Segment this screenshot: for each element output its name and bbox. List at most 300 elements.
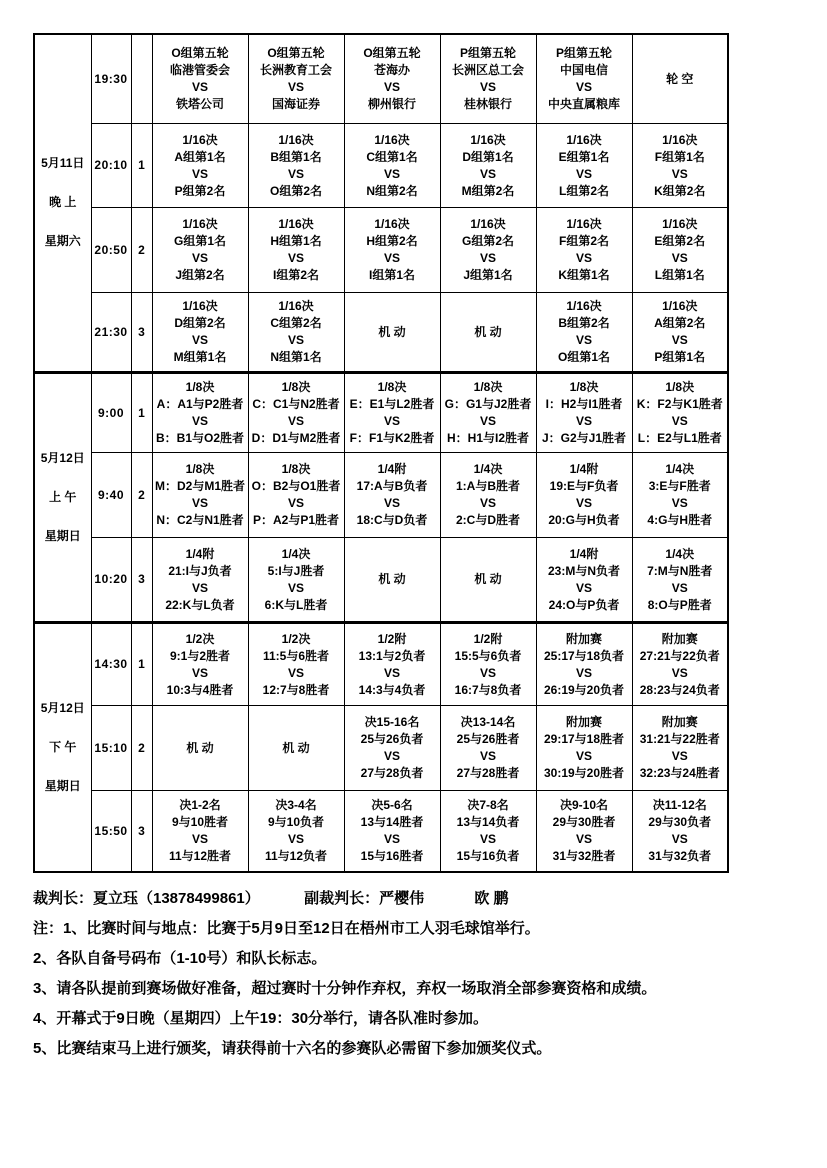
match-cell-line: 5:I与J胜者 [267,563,325,578]
match-cell [632,34,728,123]
match-cell-line: 1/16决 [566,299,602,313]
note-line-3: 3、请各队提前到赛场做好准备，超过赛时十分钟作弃权，弃权一场取消全部参赛资格和成绩。 [33,980,657,997]
match-cell-line: 6:K与L胜者 [264,597,328,612]
schedule-row [34,292,728,372]
match-cell [344,292,440,372]
match-cell-line: 1/8决 [377,380,407,394]
time-cell: 19:30 [91,34,131,123]
match-cell-line: VS [575,832,592,847]
match-cell [248,452,344,537]
match-cell-line: F：F1与K2胜者 [349,431,435,445]
match-cell [536,292,632,372]
match-cell-line: O组第五轮 [171,46,229,61]
round-number-cell [131,34,152,123]
match-cell-line: E组第1名 [558,149,610,164]
match-cell [152,34,248,123]
time-cell: 15:10 [91,705,131,790]
match-cell-line: 24:O与P负者 [548,597,620,612]
match-cell-line: 1/16决 [374,217,410,231]
match-cell-line: 1/16决 [182,217,218,231]
match-cell-line: K组第2名 [654,183,706,198]
match-cell [536,705,632,790]
schedule-row [34,790,728,872]
match-cell-line: VS [287,414,304,428]
match-cell-line: J：G2与J1胜者 [541,431,627,445]
match-cell-line: B：B1与O2胜者 [155,431,244,445]
match-cell-line: 1/8决 [473,380,503,394]
match-cell-line: 1/4附 [185,546,215,561]
match-cell-line: P组第五轮 [555,46,612,61]
match-cell-line: VS [383,414,400,428]
match-cell-line: 31与32胜者 [552,849,616,864]
match-cell-line: VS [671,496,688,510]
round-number-cell: 3 [131,790,152,872]
match-cell-line: F组第2名 [558,234,609,248]
match-cell-line: VS [479,832,496,847]
match-cell-line: 27:21与22负者 [639,648,720,663]
match-cell-line: VS [575,251,592,265]
match-cell [344,34,440,123]
match-cell [344,537,440,622]
match-cell-line: 决15-16名 [364,715,420,729]
match-cell [248,705,344,790]
match-cell-line: 1/8决 [185,380,215,394]
match-cell-line: VS [575,496,592,510]
match-cell-line: M组第2名 [461,183,515,198]
match-cell-line: 1/4决 [473,462,503,476]
match-cell-line: 15:5与6负者 [454,648,522,663]
match-cell-line: 决9-10名 [559,798,609,813]
match-cell-line: 1/4附 [569,462,599,476]
match-cell [536,790,632,872]
match-cell-line: 13与14负者 [456,815,520,830]
match-cell-line: K：F2与K1胜者 [636,397,723,411]
match-cell-line: 中央直属粮库 [547,97,620,112]
match-cell-line: 27与28负者 [360,766,424,780]
match-cell [344,705,440,790]
match-cell-line: VS [191,333,208,347]
match-cell-line: C组第2名 [270,316,322,330]
match-cell-line: G组第1名 [173,234,226,248]
match-cell-line: VS [383,166,400,181]
match-cell-line: 13与14胜者 [360,815,424,830]
date-session-cell [34,622,91,872]
schedule-row [34,622,728,705]
match-cell-line: VS [671,665,688,680]
match-cell-line: J组第1名 [463,268,513,282]
match-cell-line: 12:7与8胜者 [262,682,330,697]
match-cell-line: H：H1与I2胜者 [446,431,529,445]
match-cell-line: 32:23与24胜者 [639,766,720,780]
match-cell [440,452,536,537]
match-cell [152,705,248,790]
match-cell [440,790,536,872]
match-cell-line: VS [383,251,400,265]
date-line: 上 午 [49,489,77,504]
match-cell-line: O组第五轮 [267,46,325,61]
time-cell: 9:00 [91,372,131,452]
match-cell-line: P组第五轮 [459,46,516,61]
match-cell-line: 29与30胜者 [552,815,616,830]
match-cell-line: VS [479,665,496,680]
match-cell-line: VS [575,580,592,595]
match-cell-line: P组第1名 [654,350,706,364]
time-cell: 10:20 [91,537,131,622]
match-cell-line: VS [191,665,208,680]
match-cell [632,123,728,207]
match-cell-line: 轮 空 [666,71,694,86]
date-line: 5月12日 [40,450,85,465]
match-cell-line: 1/4附 [377,462,407,476]
match-cell-line: 附加赛 [565,715,602,729]
match-cell-line: 29:17与18胜者 [543,732,625,746]
match-cell-line: 1/16决 [662,217,698,231]
match-cell-line: 决7-8名 [467,798,509,813]
match-cell-line: 1/4附 [569,546,599,561]
note-line-5: 5、比赛结束马上进行颁奖，请获得前十六名的参赛队必需留下参加颁奖仪式。 [33,1040,552,1057]
match-cell [632,207,728,292]
match-cell-line: 1/16决 [278,217,314,231]
match-cell-line: 1/8决 [185,462,215,476]
match-cell-line: 22:K与L负者 [165,597,235,612]
match-cell-line: 16:7与8负者 [454,682,522,697]
match-cell-line: 23:M与N负者 [547,563,620,578]
match-cell-line: 1/2附 [473,631,503,646]
match-cell-line: 29与30负者 [648,815,712,830]
match-cell-line: 1/8决 [281,380,311,394]
match-cell [536,34,632,123]
match-cell-line: E组第2名 [654,234,706,248]
match-cell-line: O组第1名 [557,350,610,364]
match-cell-line: 17:A与B负者 [356,479,428,493]
match-cell-line: VS [287,580,304,595]
match-cell-line: 8:O与P胜者 [647,597,712,612]
round-number-cell: 1 [131,123,152,207]
match-cell-line: VS [383,665,400,680]
match-cell-line: J组第2名 [175,268,225,282]
time-cell: 15:50 [91,790,131,872]
match-cell-line: VS [287,80,304,95]
match-cell-line: 决13-14名 [460,715,516,729]
match-cell-line: VS [479,80,496,95]
match-cell [344,622,440,705]
match-cell-line: H组第1名 [270,234,322,248]
match-cell [248,292,344,372]
match-cell-line: E：E1与L2胜者 [349,397,435,411]
match-cell [344,790,440,872]
match-cell [152,790,248,872]
match-cell [632,705,728,790]
match-cell [632,537,728,622]
match-cell-line: 1/16决 [278,299,314,313]
match-cell-line: 26:19与20负者 [543,682,625,697]
schedule-row [34,372,728,452]
match-cell-line: VS [191,496,208,510]
match-cell [344,207,440,292]
date-line: 星期六 [44,234,81,249]
match-cell-line: A组第2名 [654,316,706,330]
match-cell-line: VS [287,333,304,347]
match-cell-line: N组第2名 [366,183,418,198]
match-cell-line: 15与16胜者 [360,849,424,864]
date-line: 晚 上 [49,195,77,210]
match-cell-line: 苍海办 [373,63,410,78]
match-cell-line: C：C1与N2胜者 [252,397,340,411]
match-cell-line: 1/16决 [566,217,602,231]
notes-footer [33,884,808,1064]
match-cell-line: O组第2名 [269,183,322,198]
match-cell-line: VS [191,251,208,265]
match-cell-line: B组第2名 [558,316,610,330]
match-cell-line: 18:C与D负者 [356,513,428,527]
match-cell-line: VS [383,80,400,95]
match-cell-line: VS [575,333,592,347]
match-cell-line: 11:5与6胜者 [262,648,330,663]
match-cell-line: VS [479,414,496,428]
time-cell: 9:40 [91,452,131,537]
match-cell-line: K组第1名 [558,268,610,282]
match-cell-line: VS [671,333,688,347]
match-cell-line: 决3-4名 [275,798,317,813]
note-line-2: 2、各队自备号码布（1-10号）和队长标志。 [33,950,327,967]
match-cell [632,372,728,452]
referee-line [33,884,808,914]
match-cell-line: 1/8决 [665,380,695,394]
match-cell-line: 9:1与2胜者 [169,648,231,663]
match-cell-line: 1/4决 [665,546,695,561]
match-cell [248,372,344,452]
match-cell [632,622,728,705]
match-cell [248,34,344,123]
match-cell-line: 13:1与2负者 [358,648,426,663]
match-cell-line: 1/2决 [185,631,215,646]
match-cell [440,292,536,372]
match-cell-line: 2:C与D胜者 [455,513,520,527]
match-cell-line: 机 动 [474,572,502,586]
match-cell [440,34,536,123]
match-cell-line: 1/16决 [470,217,506,231]
match-cell-line: VS [287,496,304,510]
date-line: 星期日 [44,528,81,543]
match-cell-line: 机 动 [378,324,406,339]
schedule-row [34,452,728,537]
match-cell [248,123,344,207]
match-cell [248,537,344,622]
match-cell-line: 25与26胜者 [456,732,520,746]
match-cell-line: A组第1名 [174,149,226,164]
match-cell [536,452,632,537]
match-cell-line: 1/16决 [374,132,410,147]
match-cell [536,372,632,452]
match-cell-line: C组第1名 [366,149,418,164]
match-cell-line: 9与10胜者 [171,815,229,830]
match-cell [152,372,248,452]
match-cell-line: 10:3与4胜者 [166,682,234,697]
match-cell-line: P：A2与P1胜者 [252,513,340,527]
date-line: 星期日 [44,778,81,793]
match-cell-line: 机 动 [474,324,502,339]
match-cell-line: VS [383,496,400,510]
match-cell [152,622,248,705]
time-cell: 14:30 [91,622,131,705]
match-cell-line: 25:17与18负者 [543,648,625,663]
match-cell-line: 1/2附 [377,631,407,646]
schedule-row [34,705,728,790]
match-cell-line: 1/4决 [281,546,311,561]
match-cell [152,537,248,622]
match-cell-line: VS [191,80,208,95]
match-cell-line: D组第1名 [462,149,514,164]
match-cell-line: VS [191,414,208,428]
match-cell-line: 长洲教育工会 [259,63,332,78]
match-cell-line: A：A1与P2胜者 [156,397,244,411]
match-cell-line: N组第1名 [270,350,322,364]
match-cell-line: VS [191,832,208,847]
match-cell-line: G：G1与J2胜者 [444,397,532,411]
match-cell-line: M组第1名 [173,350,227,364]
round-number-cell: 1 [131,372,152,452]
match-cell-line: 机 动 [282,740,310,755]
match-cell-line: 附加赛 [661,631,698,646]
match-cell-line: VS [479,749,496,763]
time-cell: 20:10 [91,123,131,207]
match-cell [344,372,440,452]
match-cell [248,207,344,292]
match-cell [440,537,536,622]
match-cell-line: 长洲区总工会 [451,63,524,78]
match-cell-line: 1/16决 [662,132,698,147]
match-cell-line: VS [287,251,304,265]
match-cell-line: VS [671,580,688,595]
match-cell [152,123,248,207]
match-cell-line: 柳州银行 [367,97,416,112]
match-cell [344,452,440,537]
date-session-cell [34,372,91,622]
match-cell-line: VS [575,665,592,680]
match-cell-line: VS [671,832,688,847]
match-cell-line: 1/8决 [569,380,599,394]
deputy-referee-2: 欧 鹏 [474,890,509,907]
schedule-row [34,123,728,207]
schedule-row [34,537,728,622]
match-cell-line: 1/16决 [182,299,218,313]
time-cell: 20:50 [91,207,131,292]
match-cell-line: VS [671,251,688,265]
match-cell [248,790,344,872]
match-cell [632,292,728,372]
match-cell [536,123,632,207]
match-cell-line: VS [575,414,592,428]
date-line: 5月11日 [41,156,85,171]
match-cell-line: 30:19与20胜者 [543,766,625,780]
match-cell-line: 7:M与N胜者 [647,563,713,578]
time-cell: 21:30 [91,292,131,372]
match-cell [248,622,344,705]
match-cell-line: 中国电信 [559,63,608,78]
match-cell [632,790,728,872]
match-cell-line: VS [671,749,688,763]
match-cell-line: 27与28胜者 [456,766,520,780]
match-cell-line: 桂林银行 [463,97,512,112]
match-cell-line: 1/4决 [665,462,695,476]
match-cell-line: 附加赛 [565,631,602,646]
match-cell-line: 决5-6名 [371,798,413,813]
match-cell-line: P组第2名 [174,183,226,198]
round-number-cell: 2 [131,705,152,790]
match-cell [440,207,536,292]
match-cell-line: VS [479,166,496,181]
date-session-cell [34,34,91,372]
note-line-1: 注：1、比赛时间与地点：比赛于5月9日至12日在梧州市工人羽毛球馆举行。 [33,920,540,937]
match-cell-line: 15与16负者 [456,849,520,864]
match-cell [632,452,728,537]
match-cell-line: 国海证券 [271,97,320,112]
round-number-cell: 3 [131,537,152,622]
match-cell-line: VS [383,749,400,763]
match-cell-line: 临港管委会 [169,63,230,78]
match-cell [440,372,536,452]
schedule-row [34,34,728,123]
round-number-cell: 1 [131,622,152,705]
match-cell-line: L组第2名 [558,183,609,198]
match-cell-line: I组第2名 [272,268,319,282]
date-line: 下 午 [49,739,77,754]
match-cell-line: 1/16决 [566,132,602,147]
match-cell [152,207,248,292]
match-cell-line: 铁塔公司 [175,97,224,112]
match-cell [440,622,536,705]
match-cell-line: B组第1名 [270,149,322,164]
match-cell-line: 21:I与J负者 [168,563,232,578]
match-cell-line: 4:G与H胜者 [647,513,713,527]
match-cell-line: L组第1名 [654,268,705,282]
schedule-table [33,33,729,873]
match-cell-line: VS [575,80,592,95]
match-cell-line: L：E2与L1胜者 [637,431,722,445]
match-cell-line: O组第五轮 [363,46,421,61]
match-cell-line: 25与26负者 [360,732,424,746]
match-cell-line: 1/16决 [662,299,698,313]
match-cell-line: H组第2名 [366,234,418,248]
match-cell-line: 11与12负者 [264,849,328,864]
match-cell-line: VS [479,251,496,265]
match-cell-line: VS [383,832,400,847]
match-cell [536,537,632,622]
match-cell-line: N：C2与N1胜者 [156,513,244,527]
match-cell-line: 机 动 [378,572,406,586]
match-cell [536,207,632,292]
match-cell-line: 1:A与B胜者 [455,479,520,493]
date-line: 5月12日 [40,700,85,715]
match-cell-line: I组第1名 [368,268,415,282]
note-line-4: 4、开幕式于9日晚（星期四）上午19：30分举行，请各队准时参加。 [33,1010,489,1027]
match-cell [536,622,632,705]
match-cell-line: VS [287,832,304,847]
match-cell [440,705,536,790]
match-cell-line: VS [191,166,208,181]
match-cell-line: VS [671,414,688,428]
match-cell-line: 决11-12名 [652,798,707,813]
match-cell-line: 1/2决 [281,631,311,646]
match-cell-line: VS [575,749,592,763]
match-cell-line: 1/8决 [281,462,311,476]
round-number-cell: 2 [131,207,152,292]
match-cell-line: 20:G与H负者 [548,513,620,527]
match-cell [152,292,248,372]
match-cell-line: VS [575,166,592,181]
match-cell [440,123,536,207]
match-cell-line: 决1-2名 [179,798,221,813]
